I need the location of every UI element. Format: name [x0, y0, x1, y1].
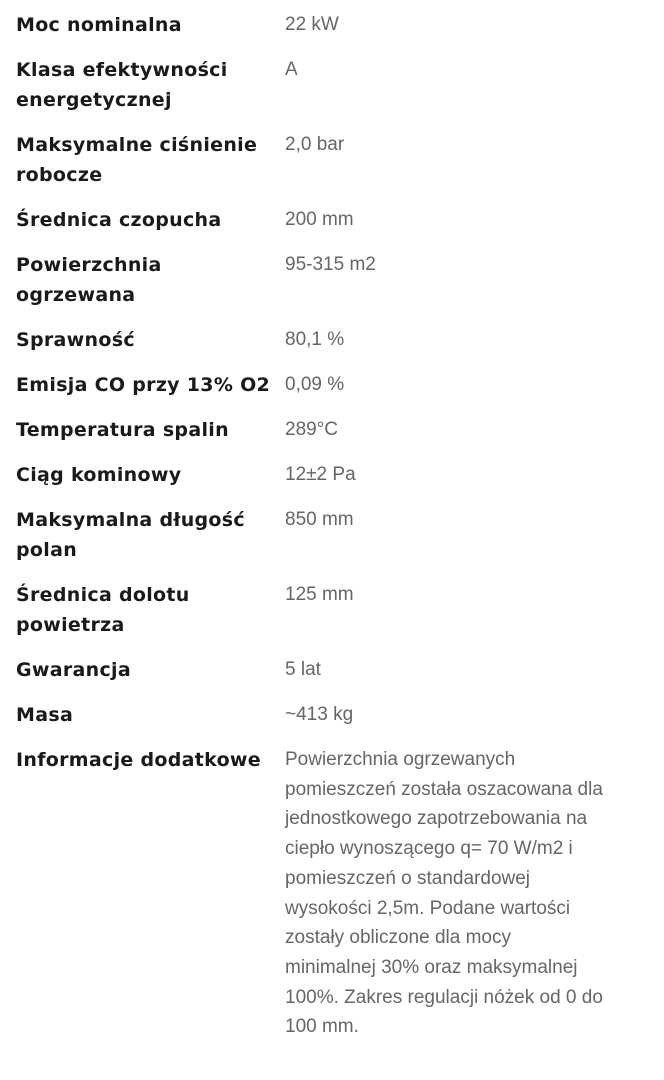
spec-row-nominal-power	[16, 10, 616, 40]
spec-table	[16, 10, 616, 1057]
spec-row-efficiency	[16, 325, 616, 355]
spec-row-max-pressure	[16, 130, 616, 190]
spec-row-weight	[16, 700, 616, 730]
spec-row-energy-class	[16, 55, 616, 115]
spec-row-air-inlet-diameter	[16, 580, 616, 640]
spec-row-co-emission	[16, 370, 616, 400]
spec-value: 125 mm	[285, 584, 354, 605]
spec-value: 22 kW	[285, 14, 339, 35]
spec-value: 850 mm	[285, 509, 354, 530]
spec-row-flue-diameter	[16, 205, 616, 235]
spec-label: Sprawność	[16, 329, 135, 351]
spec-value: 200 mm	[285, 209, 354, 230]
spec-row-warranty	[16, 655, 616, 685]
spec-label: Emisja CO przy 13% O2	[16, 374, 271, 396]
spec-value: Powierzchnia ogrzewanych pomieszczeń została oszacowana dla jednostkowego zapotrzebowania na ciepło wynoszącego q= 70 W/m2 i pomieszczeń o standardowej wysokości 2,5m. Podane wartości zostały obliczone dla mocy minimalnej 30% oraz maksymalnej 100%. Zakres regulacji nóżek od 0 do 100 mm.	[285, 749, 603, 1038]
spec-label: Powierzchnia ogrzewana	[16, 254, 162, 306]
spec-row-flue-temperature	[16, 415, 616, 445]
spec-value: 0,09 %	[285, 374, 345, 395]
spec-label: Moc nominalna	[16, 14, 182, 36]
spec-label: Temperatura spalin	[16, 419, 229, 441]
spec-value: A	[285, 59, 298, 80]
spec-label: Maksymalne ciśnienie robocze	[16, 134, 258, 186]
spec-label: Klasa efektywności energetycznej	[16, 59, 228, 111]
spec-row-max-log-length	[16, 505, 616, 565]
spec-value: ~413 kg	[285, 704, 354, 725]
spec-value: 80,1 %	[285, 329, 345, 350]
spec-label: Maksymalna długość polan	[16, 509, 245, 561]
spec-label: Średnica czopucha	[16, 209, 222, 231]
spec-row-heated-area	[16, 250, 616, 310]
spec-value: 95-315 m2	[285, 254, 376, 275]
spec-value: 12±2 Pa	[285, 464, 356, 485]
spec-label: Masa	[16, 704, 74, 726]
spec-row-additional-info	[16, 745, 616, 1042]
spec-label: Średnica dolotu powietrza	[16, 584, 190, 636]
spec-label: Gwarancja	[16, 659, 131, 681]
spec-label: Informacje dodatkowe	[16, 749, 261, 771]
spec-value: 2,0 bar	[285, 134, 345, 155]
spec-value: 289°C	[285, 419, 339, 440]
spec-row-chimney-draft	[16, 460, 616, 490]
spec-value: 5 lat	[285, 659, 321, 680]
spec-label: Ciąg kominowy	[16, 464, 182, 486]
